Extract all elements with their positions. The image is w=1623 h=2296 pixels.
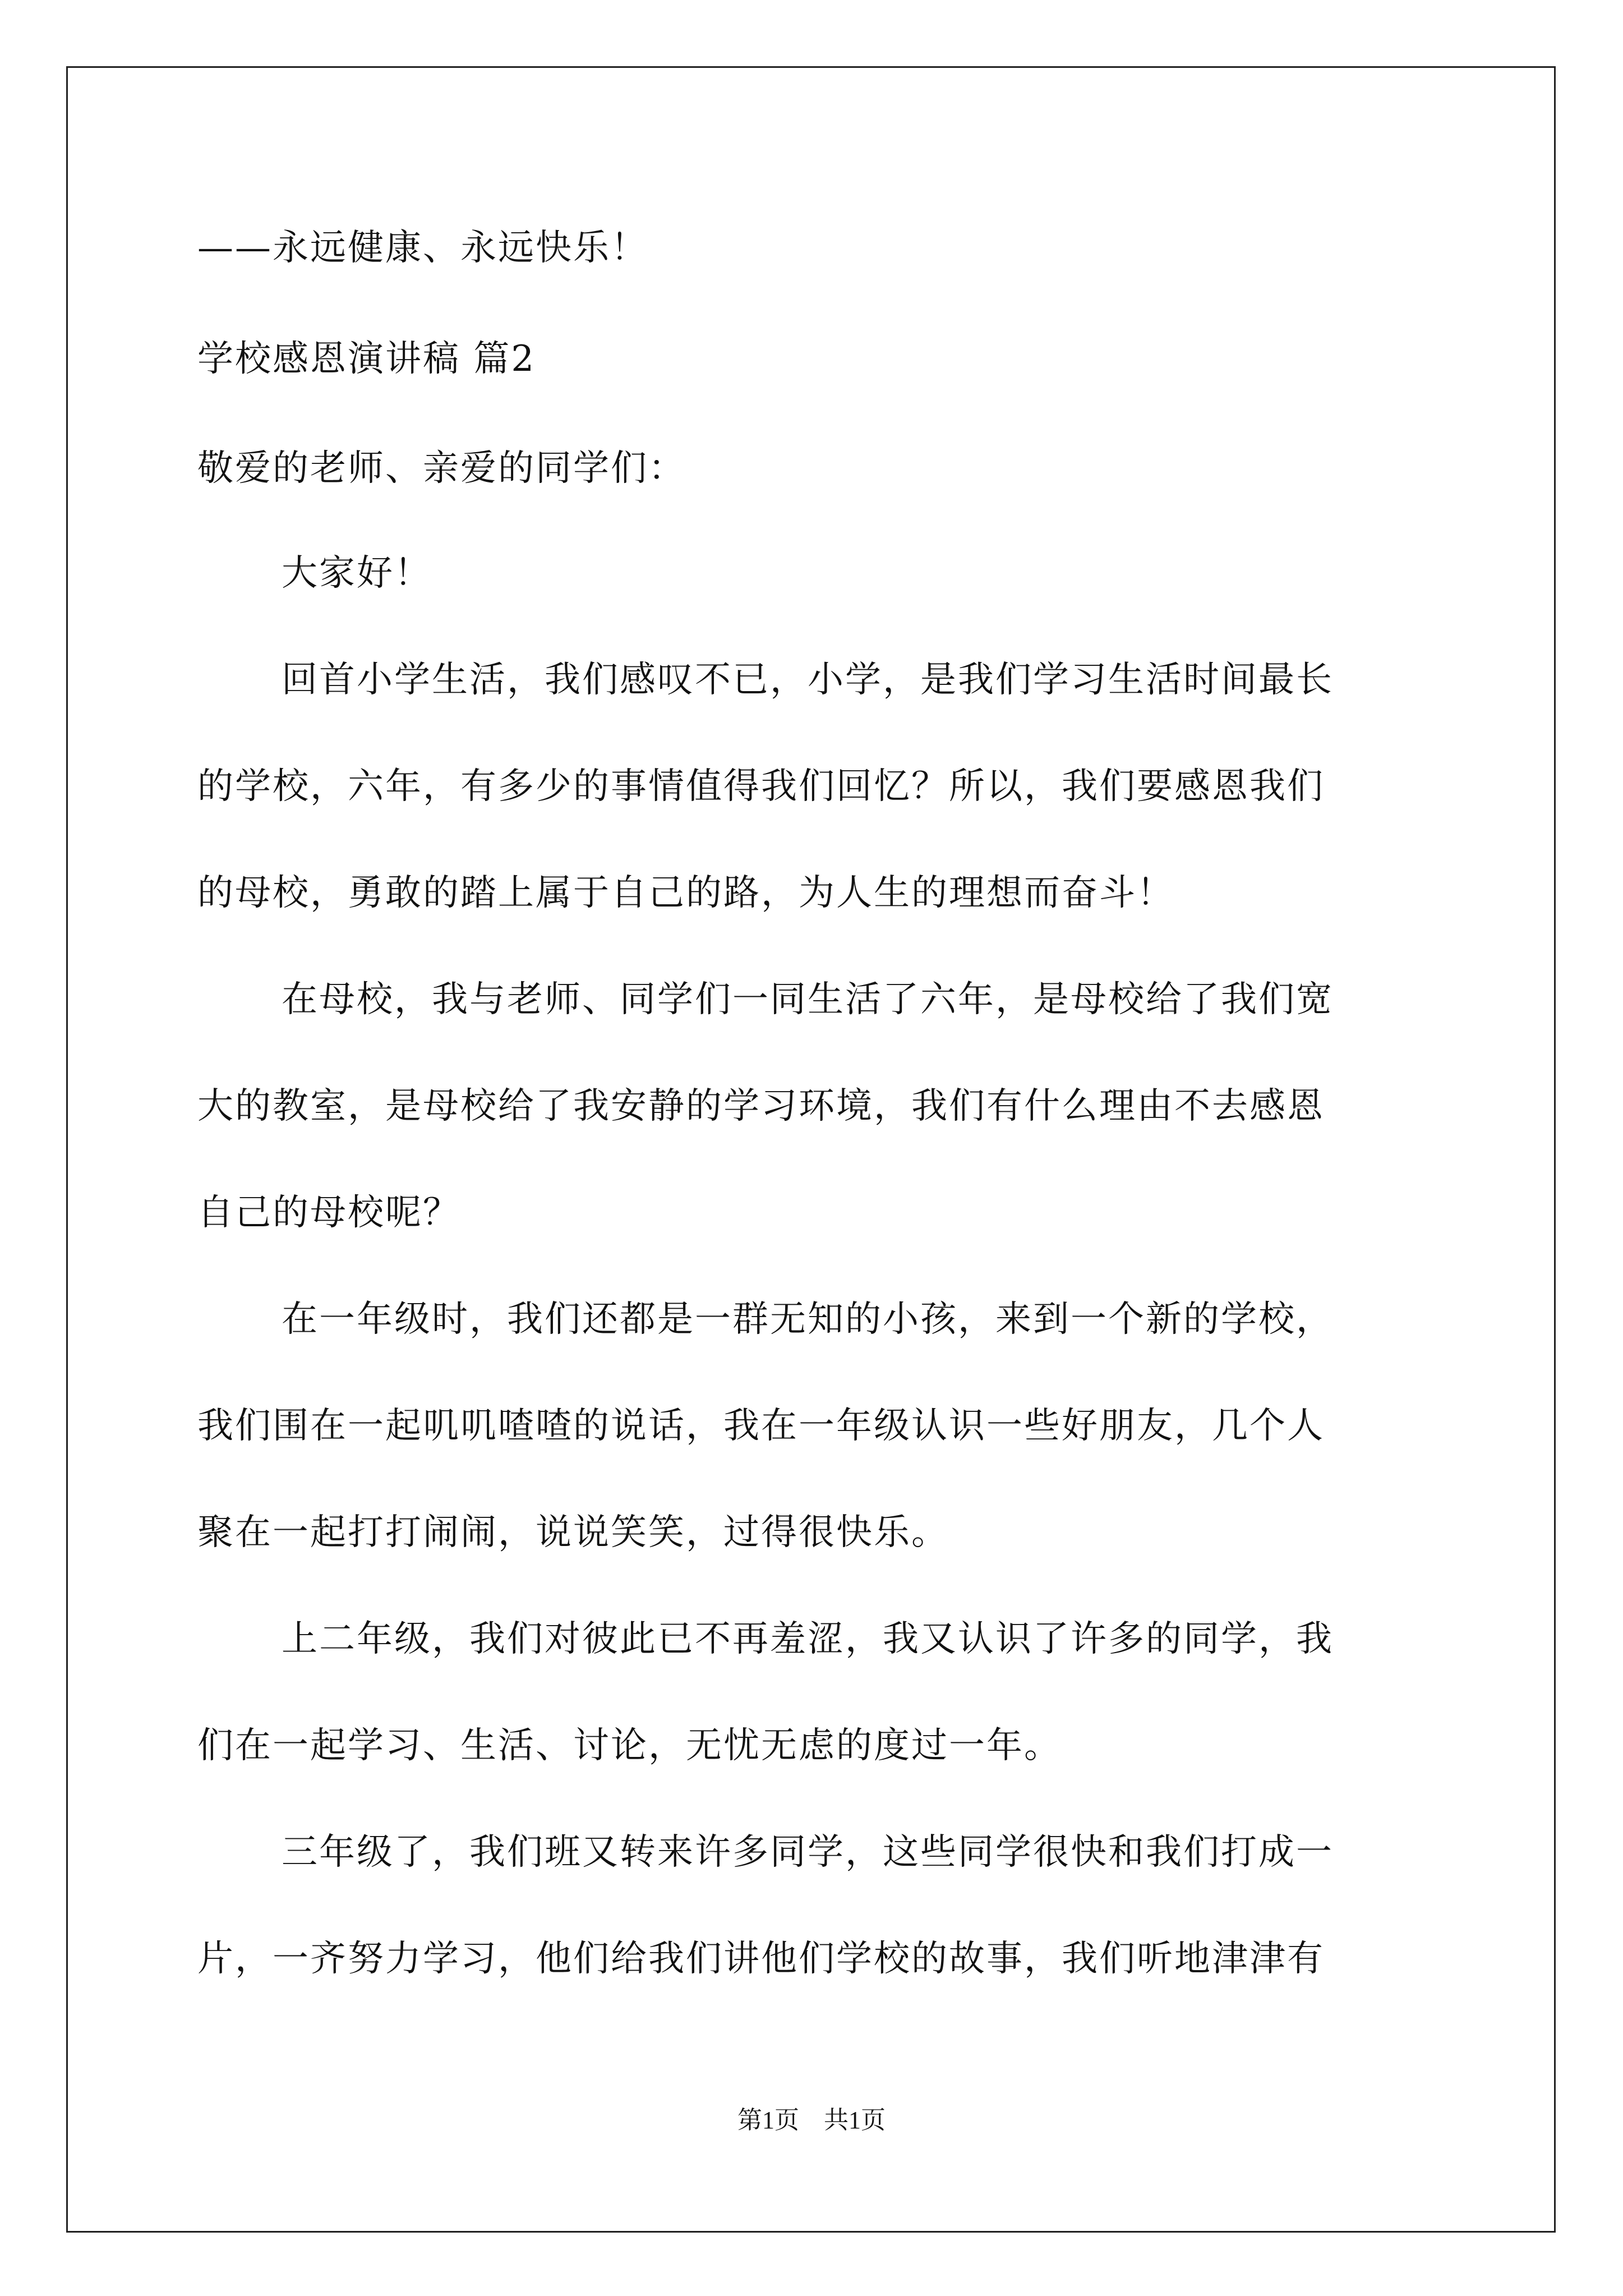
paragraph-line: 大的教室，是母校给了我安静的学习环境，我们有什么理由不去感恩 bbox=[197, 1085, 1325, 1127]
paragraph-line: 片，一齐努力学习，他们给我们讲他们学校的故事，我们听地津津有 bbox=[197, 1938, 1325, 1980]
paragraph-line: 在母校，我与老师、同学们一同生活了六年，是母校给了我们宽 bbox=[282, 979, 1334, 1020]
paragraph-line: 的学校，六年，有多少的事情值得我们回忆？所以，我们要感恩我们 bbox=[197, 766, 1325, 807]
paragraph-line: 自己的母校呢？ bbox=[197, 1192, 460, 1234]
paragraph-line: 的母校，勇敢的踏上属于自己的路，为人生的理想而奋斗！ bbox=[197, 872, 1174, 914]
salutation: 敬爱的老师、亲爱的同学们： bbox=[197, 448, 686, 489]
paragraph-line: 我们围在一起叽叽喳喳的说话，我在一年级认识一些好朋友，几个人 bbox=[197, 1405, 1325, 1447]
paragraph-line: 回首小学生活，我们感叹不已，小学，是我们学习生活时间最长 bbox=[282, 659, 1334, 701]
section-title: 学校感恩演讲稿 篇2 bbox=[197, 338, 536, 380]
paragraph-line: 上二年级，我们对彼此已不再羞涩，我又认识了许多的同学，我 bbox=[282, 1618, 1334, 1660]
page-border bbox=[66, 66, 1556, 2233]
paragraph-line: 聚在一起打打闹闹，说说笑笑，过得很快乐。 bbox=[197, 1512, 949, 1553]
closing-line: ——永远健康、永远快乐！ bbox=[197, 227, 648, 269]
paragraph-line: 们在一起学习、生活、讨论，无忧无虑的度过一年。 bbox=[197, 1725, 1062, 1766]
paragraph-line: 在一年级时，我们还都是一群无知的小孩，来到一个新的学校， bbox=[282, 1299, 1334, 1340]
page-number: 第1页 共1页 bbox=[737, 2106, 886, 2134]
greeting: 大家好！ bbox=[282, 553, 432, 594]
paragraph-line: 三年级了，我们班又转来许多同学，这些同学很快和我们打成一 bbox=[282, 1832, 1334, 1873]
